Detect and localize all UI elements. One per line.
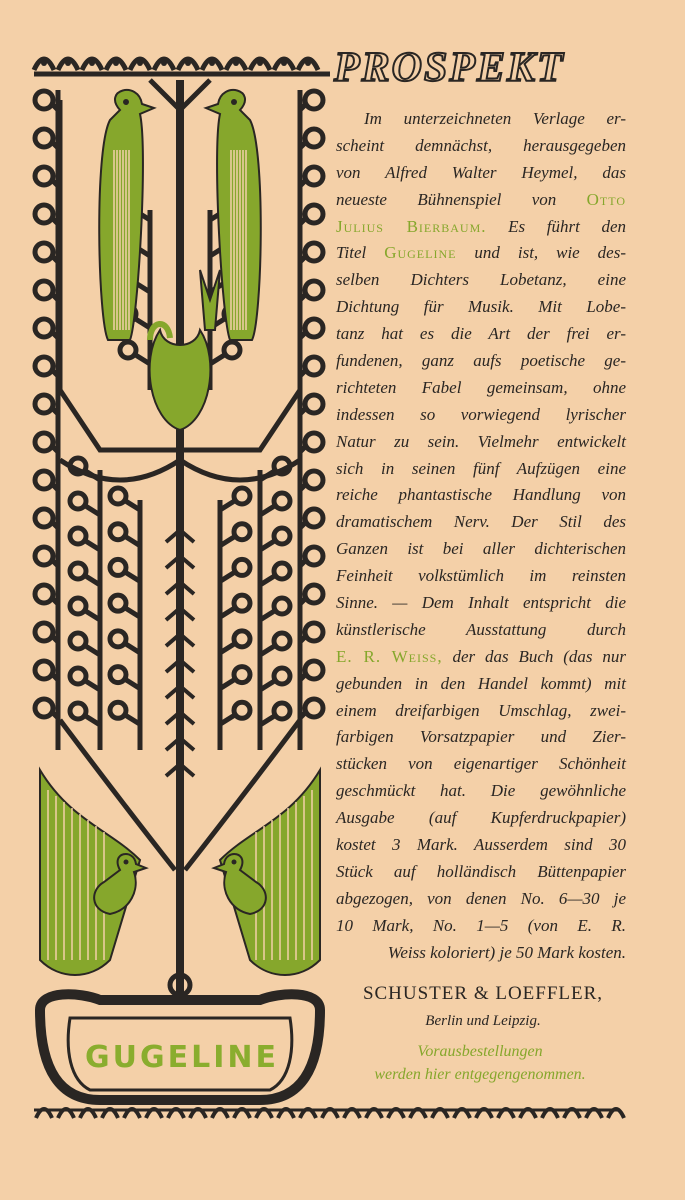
text-segment: von Alfred Walter Heymel, das (336, 162, 626, 182)
text-line (336, 886, 626, 913)
text-segment: geschmückt hat. Die gewöhnliche (336, 781, 626, 801)
text-line (336, 644, 626, 671)
text-segment: dramatischem Nerv. Der Stil des (336, 512, 626, 532)
text-line (336, 751, 626, 778)
text-segment: Stück auf holländisch Büttenpapier (336, 861, 626, 881)
highlighted-name: Gugeline (384, 243, 457, 263)
text-segment: künstlerische Ausstattung durch (336, 619, 626, 639)
preorder-note-line1: Vorausbestellungen (417, 1043, 543, 1060)
text-segment: scheint demnächst, herausgegeben (336, 135, 626, 155)
top-loop-border (34, 59, 330, 74)
text-line (336, 456, 626, 483)
preorder-note-line2: werden hier entgegengenommen. (374, 1066, 586, 1083)
text-segment: Natur zu sein. Vielmehr entwickelt (336, 431, 626, 451)
publisher-name: SCHUSTER & LOEFFLER, (362, 983, 604, 1004)
text-segment: sich in seinen fünf Aufzügen eine (336, 458, 626, 478)
text-line (336, 940, 626, 967)
text-line (336, 375, 626, 402)
text-line (336, 348, 626, 375)
text-segment: selben Dichters Lobetanz, eine (336, 270, 626, 290)
text-segment: reiche phantastische Handlung von (336, 485, 626, 505)
text-line (336, 240, 626, 267)
text-line (336, 133, 626, 160)
text-line (336, 509, 626, 536)
text-segment: Dichtung für Musik. Mit Lobe- (336, 297, 626, 317)
text-line (336, 671, 626, 698)
text-line (336, 832, 626, 859)
text-line (336, 913, 626, 940)
text-line (336, 617, 626, 644)
text-line (336, 536, 626, 563)
text-segment: abgezogen, von denen No. 6—30 je (336, 888, 626, 908)
text-line (336, 214, 626, 241)
text-segment: der das Buch (das nur (442, 646, 626, 666)
text-segment: richteten Fabel gemeinsam, ohne (336, 377, 626, 397)
text-segment: 10 Mark, No. 1—5 (von E. R. (336, 915, 626, 935)
text-segment: Feinheit volkstümlich im reinsten (336, 566, 626, 586)
text-line (336, 160, 626, 187)
highlighted-name: Otto (586, 189, 626, 209)
text-line (336, 805, 626, 832)
publisher-city: Berlin und Leipzig. (425, 1013, 541, 1029)
text-segment: indessen so vorwiegend lyrischer (336, 404, 626, 424)
page-title: PROSPEKT (334, 45, 565, 91)
text-segment: gebunden in den Handel kommt) mit (336, 673, 626, 693)
text-segment: Titel (336, 243, 385, 263)
text-line (336, 482, 626, 509)
text-line (336, 698, 626, 725)
highlighted-name: Julius Bierbaum. (336, 216, 487, 236)
text-line (336, 321, 626, 348)
text-line (336, 859, 626, 886)
text-line (336, 267, 626, 294)
text-segment: neueste Bühnenspiel von (336, 189, 587, 209)
text-segment: farbigen Vorsatzpapier und Zier- (336, 727, 626, 747)
highlighted-name: E. R. Weiss, (336, 646, 443, 666)
text-segment: kostet 3 Mark. Ausserdem sind 30 (336, 835, 626, 855)
text-line (336, 778, 626, 805)
text-segment: Es führt den (486, 216, 627, 236)
text-segment: einem dreifarbigen Umschlag, zwei- (336, 700, 626, 720)
text-segment: Ganzen ist bei aller dichterischen (336, 539, 626, 559)
text-segment: und ist, wie des- (456, 243, 626, 263)
text-segment: tanz hat es die Art der frei er- (336, 324, 626, 344)
text-segment: fundenen, ganz aufs poetische ge- (336, 351, 626, 371)
text-line (336, 590, 626, 617)
text-line (336, 429, 626, 456)
banner-title: GUGELINE (85, 1040, 279, 1075)
text-segment: Weiss koloriert) je 50 Mark kosten. (387, 942, 626, 962)
text-segment: Im unterzeichneten Verlage er- (364, 109, 626, 128)
text-line (336, 724, 626, 751)
text-segment: stücken von eigenartiger Schönheit (336, 754, 626, 774)
text-line (336, 294, 626, 321)
text-line (336, 187, 626, 214)
body-text (336, 106, 626, 967)
text-line (336, 563, 626, 590)
text-segment: Sinne. — Dem Inhalt entspricht die (336, 593, 626, 613)
text-line (336, 106, 626, 133)
text-segment: Ausgabe (auf Kupferdruckpapier) (336, 808, 626, 828)
text-line (336, 402, 626, 429)
